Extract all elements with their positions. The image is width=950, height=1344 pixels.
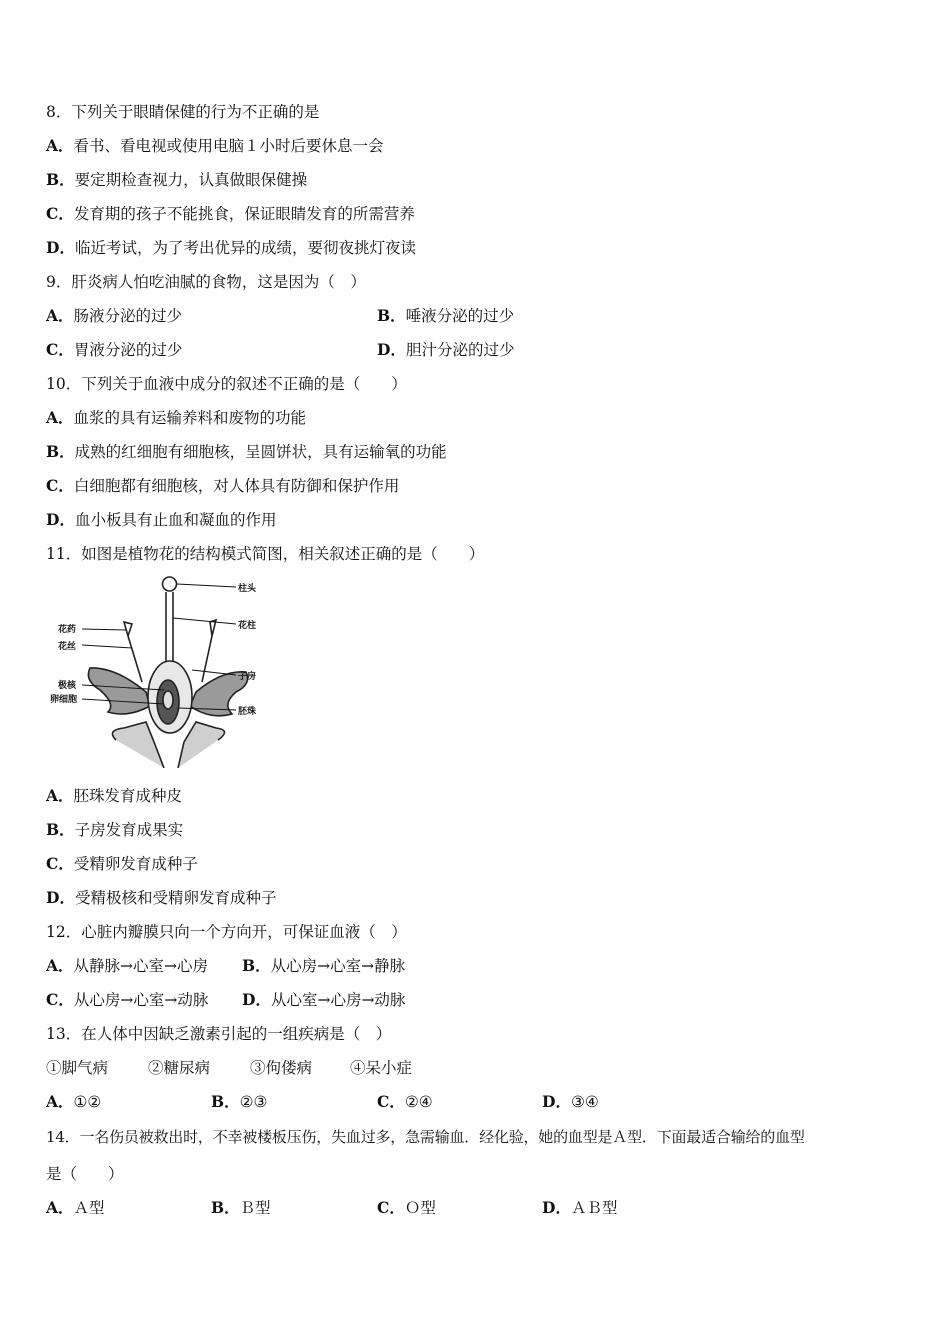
leader-ovary bbox=[192, 670, 236, 675]
q10-option-c bbox=[46, 476, 399, 496]
q13-item-3: ③佝偻病 bbox=[250, 1059, 313, 1077]
option-text: ①② bbox=[73, 1093, 102, 1111]
q13-options bbox=[46, 1092, 599, 1112]
option-letter: B． bbox=[46, 170, 75, 189]
option-text: 白细胞都有细胞核，对人体具有防御和保护作用 bbox=[73, 477, 400, 495]
option-letter: B． bbox=[46, 820, 75, 839]
q12-option-row-2 bbox=[46, 990, 406, 1010]
q12-option-b bbox=[242, 956, 405, 976]
q10-option-b bbox=[46, 442, 447, 462]
option-letter: C． bbox=[46, 476, 74, 495]
option-letter: C． bbox=[46, 854, 74, 873]
label-ovary: 子房 bbox=[238, 672, 257, 682]
q14-options bbox=[46, 1198, 618, 1218]
option-letter: C． bbox=[46, 990, 74, 1009]
q13-item-1: ①脚气病 bbox=[46, 1059, 109, 1077]
option-text: ②③ bbox=[239, 1093, 268, 1111]
option-text: 从心房→心室→静脉 bbox=[270, 957, 406, 975]
option-letter: D． bbox=[46, 510, 75, 529]
q11-stem: 11．如图是植物花的结构模式简图，相关叙述正确的是（ ） bbox=[46, 545, 485, 563]
option-text: 临近考试，为了考出优异的成绩，要彻夜挑灯夜读 bbox=[74, 239, 416, 257]
option-text: 从心室→心房→动脉 bbox=[270, 991, 406, 1009]
q13-items bbox=[46, 1058, 413, 1078]
q9-option-a bbox=[46, 307, 182, 325]
q14-option-c bbox=[377, 1198, 436, 1218]
option-text: 子房发育成果实 bbox=[74, 821, 184, 839]
option-text: 受精极核和受精卵发育成种子 bbox=[74, 889, 277, 907]
option-text: Ｂ型 bbox=[239, 1199, 271, 1217]
q9-stem: 9．肝炎病人怕吃油腻的食物，这是因为（ ） bbox=[46, 273, 366, 291]
q14-stem-line1: 14．一名伤员被救出时，不幸被楼板压伤，失血过多，急需输血．经化验，她的血型是Ａ型．下面最适合输给的血型 bbox=[46, 1128, 805, 1146]
q8-option-c bbox=[46, 204, 415, 224]
option-text: 看书、看电视或使用电脑１小时后要休息一会 bbox=[73, 137, 384, 155]
flower-structure-diagram bbox=[46, 572, 276, 768]
q9-option-b bbox=[377, 306, 514, 326]
q13-option-d bbox=[542, 1092, 599, 1112]
option-letter: B． bbox=[211, 1198, 240, 1217]
label-anther: 花药 bbox=[58, 625, 77, 635]
option-letter: C． bbox=[377, 1092, 405, 1111]
q11-option-a bbox=[46, 786, 182, 806]
leader-filament bbox=[82, 645, 132, 648]
option-letter: B． bbox=[377, 306, 406, 325]
label-filament: 花丝 bbox=[58, 642, 77, 652]
q8-option-a bbox=[46, 136, 384, 156]
label-egg-cell: 卵细胞 bbox=[50, 695, 78, 705]
q8-option-b bbox=[46, 170, 307, 190]
leader-stigma bbox=[177, 584, 236, 587]
option-text: 血小板具有止血和凝血的作用 bbox=[74, 511, 277, 529]
stamen-left bbox=[124, 622, 142, 682]
q12-option-row-1 bbox=[46, 956, 406, 976]
q14-option-d bbox=[542, 1198, 617, 1218]
option-letter: D． bbox=[377, 340, 406, 359]
q13-item-4: ④呆小症 bbox=[350, 1059, 413, 1077]
option-letter: D． bbox=[46, 888, 75, 907]
option-text: 胆汁分泌的过少 bbox=[405, 341, 515, 359]
q10-option-a bbox=[46, 408, 306, 428]
q13-stem: 13．在人体中因缺乏激素引起的一组疾病是（ ） bbox=[46, 1025, 392, 1043]
option-text: 成熟的红细胞有细胞核，呈圆饼状，具有运输氧的功能 bbox=[74, 443, 447, 461]
option-text: ②④ bbox=[404, 1093, 433, 1111]
option-letter: A． bbox=[46, 1198, 74, 1217]
option-text: 从心房→心室→动脉 bbox=[73, 991, 209, 1009]
option-text: 从静脉→心室→心房 bbox=[73, 957, 209, 975]
q12-option-d bbox=[242, 990, 405, 1010]
option-letter: B． bbox=[242, 956, 271, 975]
q10-stem: 10．下列关于血液中成分的叙述不正确的是（ ） bbox=[46, 375, 407, 393]
option-letter: A． bbox=[46, 1092, 74, 1111]
q12-option-a bbox=[46, 957, 208, 975]
q11-option-b bbox=[46, 820, 183, 840]
leader-style bbox=[173, 618, 236, 624]
option-letter: B． bbox=[211, 1092, 240, 1111]
option-text: Ａ型 bbox=[73, 1199, 105, 1217]
option-text: ＡＢ型 bbox=[570, 1199, 618, 1217]
option-text: 胃液分泌的过少 bbox=[73, 341, 183, 359]
option-letter: D． bbox=[542, 1198, 571, 1217]
q12-option-c bbox=[46, 991, 208, 1009]
option-letter: C． bbox=[46, 204, 74, 223]
option-letter: A． bbox=[46, 306, 74, 325]
label-polar-nuclei: 极核 bbox=[58, 681, 77, 691]
style-shape bbox=[166, 592, 173, 662]
option-text: 血浆的具有运输养料和废物的功能 bbox=[73, 409, 307, 427]
option-letter: C． bbox=[377, 1198, 405, 1217]
q10-option-d bbox=[46, 510, 276, 530]
q14-option-a bbox=[46, 1199, 105, 1217]
option-text: 肠液分泌的过少 bbox=[73, 307, 183, 325]
q8-option-d bbox=[46, 238, 416, 258]
leader-anther bbox=[82, 629, 126, 630]
option-letter: A． bbox=[46, 956, 74, 975]
q9-option-c bbox=[46, 341, 182, 359]
q9-option-row-2 bbox=[46, 340, 515, 360]
q9-option-row-1 bbox=[46, 306, 515, 326]
q9-option-d bbox=[377, 340, 514, 360]
option-letter: A． bbox=[46, 136, 74, 155]
option-letter: D． bbox=[46, 238, 75, 257]
option-letter: D． bbox=[242, 990, 271, 1009]
q14-option-b bbox=[211, 1198, 271, 1218]
q11-option-d bbox=[46, 888, 276, 908]
embryo-sac-shape bbox=[163, 691, 173, 709]
left-petal-shape bbox=[88, 668, 150, 714]
option-letter: A． bbox=[46, 408, 74, 427]
q8-stem: 8．下列关于眼睛保健的行为不正确的是 bbox=[46, 103, 320, 121]
option-text: 唾液分泌的过少 bbox=[405, 307, 515, 325]
q13-option-a bbox=[46, 1093, 101, 1111]
option-letter: B． bbox=[46, 442, 75, 461]
label-stigma: 柱头 bbox=[238, 584, 257, 594]
option-text: 发育期的孩子不能挑食，保证眼睛发育的所需营养 bbox=[73, 205, 415, 223]
option-text: ③④ bbox=[570, 1093, 599, 1111]
stigma-shape bbox=[163, 577, 177, 591]
q11-option-c bbox=[46, 854, 198, 874]
label-style: 花柱 bbox=[238, 621, 257, 631]
q12-stem: 12．心脏内瓣膜只向一个方向开，可保证血液（ ） bbox=[46, 923, 407, 941]
label-ovule: 胚珠 bbox=[238, 707, 257, 717]
option-letter: C． bbox=[46, 340, 74, 359]
option-text: 胚珠发育成种皮 bbox=[73, 787, 183, 805]
option-letter: A． bbox=[46, 786, 74, 805]
option-text: 要定期检查视力，认真做眼保健操 bbox=[74, 171, 308, 189]
flower-drawing bbox=[88, 577, 247, 768]
option-letter: D． bbox=[542, 1092, 571, 1111]
q13-option-b bbox=[211, 1092, 267, 1112]
q13-option-c bbox=[377, 1092, 433, 1112]
q14-stem-line2: 是（ ） bbox=[46, 1165, 124, 1183]
option-text: 受精卵发育成种子 bbox=[73, 855, 198, 873]
q13-item-2: ②糖尿病 bbox=[148, 1059, 211, 1077]
option-text: Ｏ型 bbox=[404, 1199, 436, 1217]
